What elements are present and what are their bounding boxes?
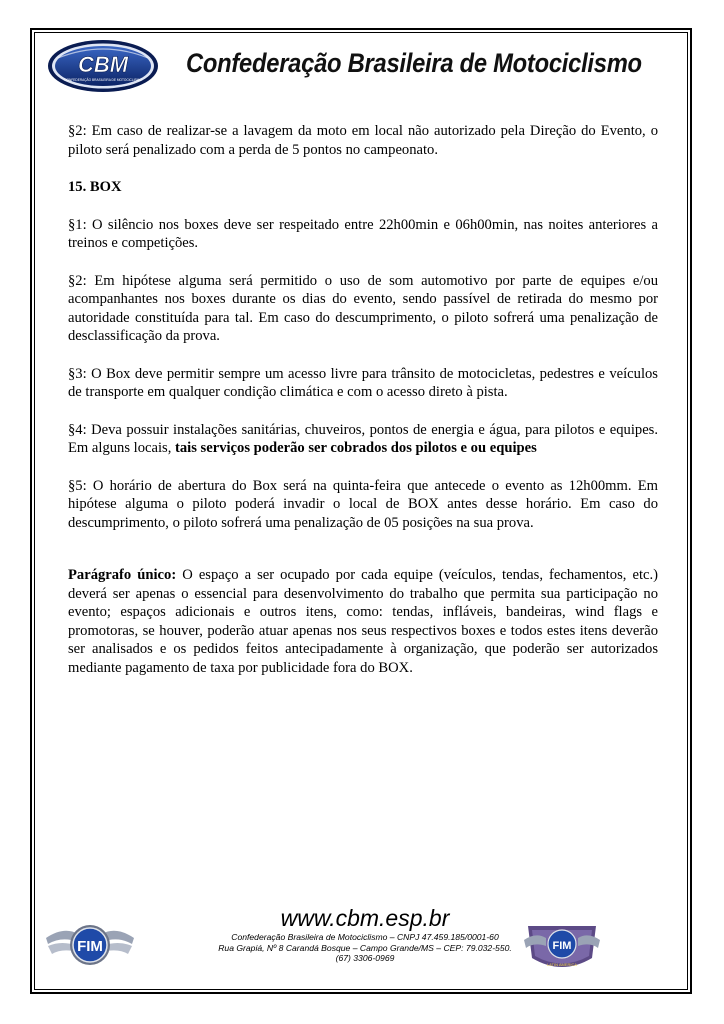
fim-latin-america-logo	[522, 918, 602, 976]
cbm-logo-text: CBM	[77, 52, 129, 77]
section-heading-box: 15. BOX	[68, 179, 122, 195]
fim-logo-left	[44, 912, 136, 978]
footer-line-3: (67) 3306-0969	[335, 953, 395, 963]
fim-right-logo-subtext: LATIN AMERICA	[546, 962, 578, 967]
paragraph-box-5: §5: O horário de abertura do Box será na quinta-feira que antecede o evento as 12h00mm. Em hipótese alguma o piloto poderá invadir o local de BOX antes desse horário. Em caso do descumprimento, o piloto sofrerá uma penalização de 05 posições na sua prova.	[68, 477, 658, 531]
footer-address	[190, 932, 540, 964]
paragraph-unico-label: Parágrafo único:	[68, 567, 177, 583]
paragraph-box-3: §3: O Box deve permitir sempre um acesso livre para trânsito de motocicletas, pedestres e veículos de transporte em qualquer condição climática e com o acesso direto à pista.	[68, 365, 658, 400]
paragraph-box-2: §2: Em hipótese alguma será permitido o uso de som automotivo por parte de equipes e/ou acompanhantes nos boxes durante os dias do evento, sendo passível de retirada do mesmo por autoridade constituída para tal. Em caso do descumprimento, o piloto sofrerá uma penalização de desclassificação da prova.	[68, 272, 658, 344]
paragraph-unico-text: O espaço a ser ocupado por cada equipe (veículos, tendas, fechamentos, etc.) deverá ser apenas o essencial para desenvolvimento do trabalho que permita sua participação no evento; espaços adicionais e outros itens, como: tendas, infláveis, bandeiras, wind flags e promotoras, se houver, poderão atuar apenas nos seus respectivos boxes e todos estes itens deverão ser analisados e os pedidos feitos antecipadamente à organização, que poderão ser autorizados mediante pagamento de taxa por publicidade fora do BOX.	[68, 567, 658, 676]
fim-logo-left-text: FIM	[77, 938, 103, 955]
paragraph-box-4-text: §4: Deva possuir instalações sanitárias, chuveiros, pontos de energia e água, para pilotos e equipes. Em alguns locais,	[68, 421, 658, 456]
header-title: Confederação Brasileira de Motociclismo	[186, 48, 642, 78]
cbm-logo-subtext: CONFEDERAÇÃO BRASILEIRA DE MOTOCICLISMO	[64, 78, 142, 82]
paragraph-box-1: §1: O silêncio nos boxes deve ser respeitado entre 22h00min e 06h00min, nas noites anteriores a treinos e competições.	[68, 216, 658, 251]
paragraph-box-4	[68, 421, 658, 458]
paragraph-unico	[68, 566, 658, 677]
footer-line-1: Confederação Brasileira de Motociclismo – CNPJ 47.459.185/0001-60	[231, 932, 499, 942]
fim-right-logo-text: FIM	[552, 940, 572, 952]
paragraph-lavagem: §2: Em caso de realizar-se a lavagem da moto em local não autorizado pela Direção do Evento, o piloto será penalizado com a perda de 5 pontos no campeonato.	[68, 123, 658, 158]
paragraph-box-4-bold: tais serviços poderão ser cobrados dos pilotos e ou equipes	[175, 440, 537, 456]
document-body	[68, 122, 658, 677]
footer-website[interactable]: www.cbm.esp.br	[280, 905, 450, 931]
cbm-logo	[46, 38, 160, 94]
footer-line-2: Rua Grapiá, Nº 8 Carandá Bosque – Campo Grande/MS – CEP: 79.032-550.	[218, 942, 512, 953]
